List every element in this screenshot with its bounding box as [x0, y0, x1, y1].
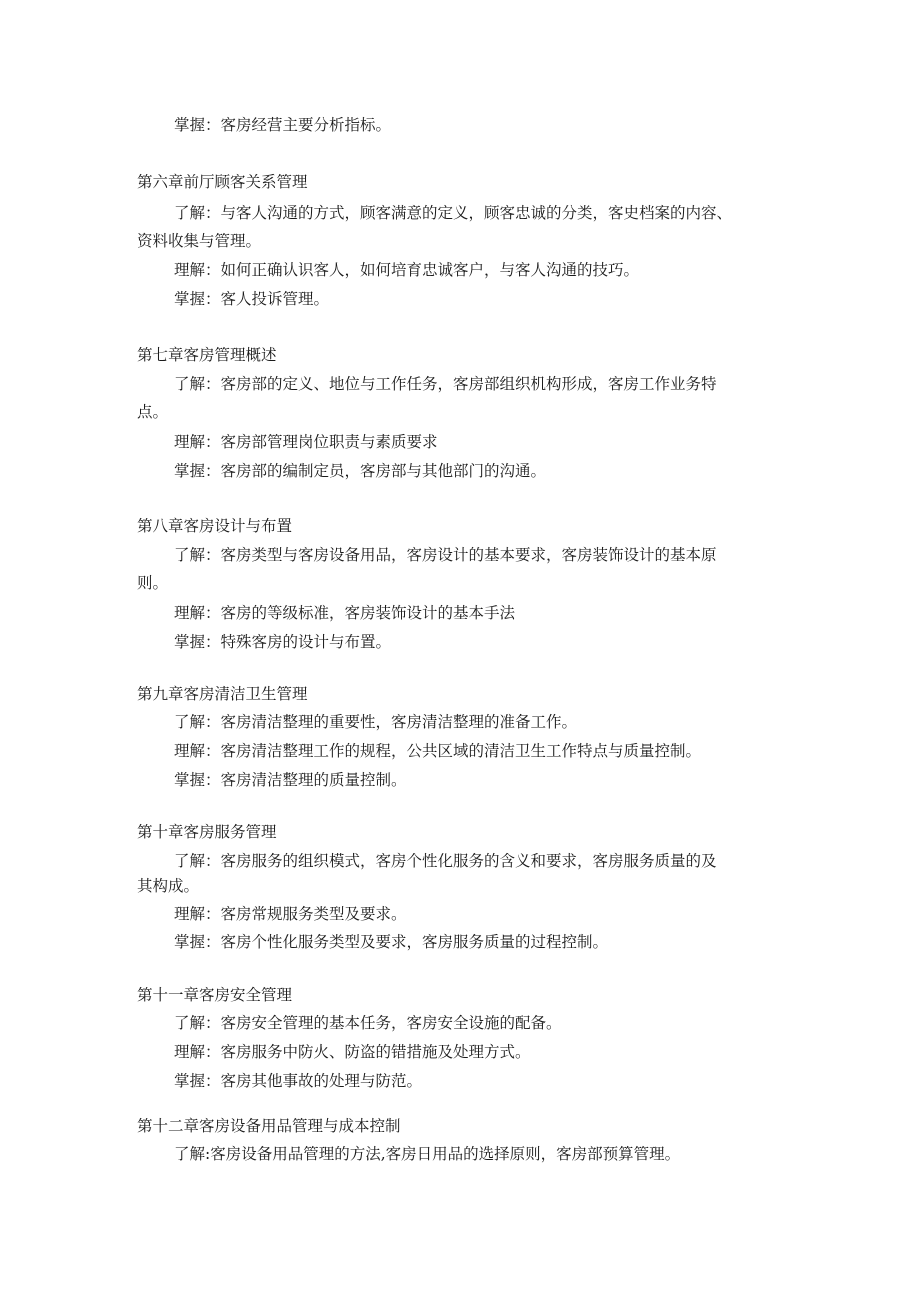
- understand-point: 了解：客房安全管理的基本任务，客房安全设施的配备。: [174, 1014, 562, 1032]
- master-point: 掌握：客房部的编制定员，客房部与其他部门的沟通。: [174, 462, 547, 480]
- master-point: 掌握：客房清洁整理的质量控制。: [174, 771, 407, 789]
- comprehend-point: 理解：客房部管理岗位职责与素质要求: [174, 433, 438, 451]
- understand-point-continued: 则。: [137, 574, 169, 592]
- understand-point: 了解：客房清洁整理的重要性，客房清洁整理的准备工作。: [174, 713, 578, 731]
- chapter-title: 第十一章客房安全管理: [137, 986, 293, 1004]
- comprehend-point: 理解：客房的等级标准，客房装饰设计的基本手法: [174, 604, 516, 622]
- understand-point-continued: 点。: [137, 403, 169, 421]
- master-point: 掌握：客房经营主要分析指标。: [174, 116, 392, 134]
- master-point: 掌握：客房个性化服务类型及要求，客房服务质量的过程控制。: [174, 933, 609, 951]
- chapter-title: 第十章客房服务管理: [137, 823, 277, 841]
- chapter-title: 第八章客房设计与布置: [137, 517, 293, 535]
- understand-point: 了解：客房类型与客房设备用品，客房设计的基本要求，客房装饰设计的基本原: [174, 546, 717, 564]
- comprehend-point: 理解：客房清洁整理工作的规程，公共区域的清洁卫生工作特点与质量控制。: [174, 742, 702, 760]
- master-point: 掌握：客人投诉管理。: [174, 290, 330, 308]
- chapter-title: 第七章客房管理概述: [137, 346, 277, 364]
- comprehend-point: 理解：客房常规服务类型及要求。: [174, 905, 407, 923]
- comprehend-point: 理解：客房服务中防火、防盗的错措施及处理方式。: [174, 1043, 531, 1061]
- understand-point: 了解：与客人沟通的方式，顾客满意的定义，顾客忠诚的分类，客史档案的内容、: [174, 204, 733, 222]
- comprehend-point: 理解：如何正确认识客人，如何培育忠诚客户，与客人沟通的技巧。: [174, 261, 640, 279]
- master-point: 掌握：客房其他事故的处理与防范。: [174, 1072, 423, 1090]
- chapter-title: 第九章客房清洁卫生管理: [137, 685, 308, 703]
- chapter-title: 第十二章客房设备用品管理与成本控制: [137, 1117, 401, 1135]
- master-point: 掌握：特殊客房的设计与布置。: [174, 633, 392, 651]
- understand-point-continued: 其构成。: [137, 877, 200, 895]
- understand-point: 了解：客房服务的组织模式，客房个性化服务的含义和要求，客房服务质量的及: [174, 852, 717, 870]
- understand-point-continued: 资料收集与管理。: [137, 232, 262, 250]
- understand-point: 了解:客房设备用品管理的方法,客房日用品的选择原则，客房部预算管理。: [174, 1145, 681, 1163]
- chapter-title: 第六章前厅顾客关系管理: [137, 173, 308, 191]
- understand-point: 了解：客房部的定义、地位与工作任务，客房部组织机构形成，客房工作业务特: [174, 375, 717, 393]
